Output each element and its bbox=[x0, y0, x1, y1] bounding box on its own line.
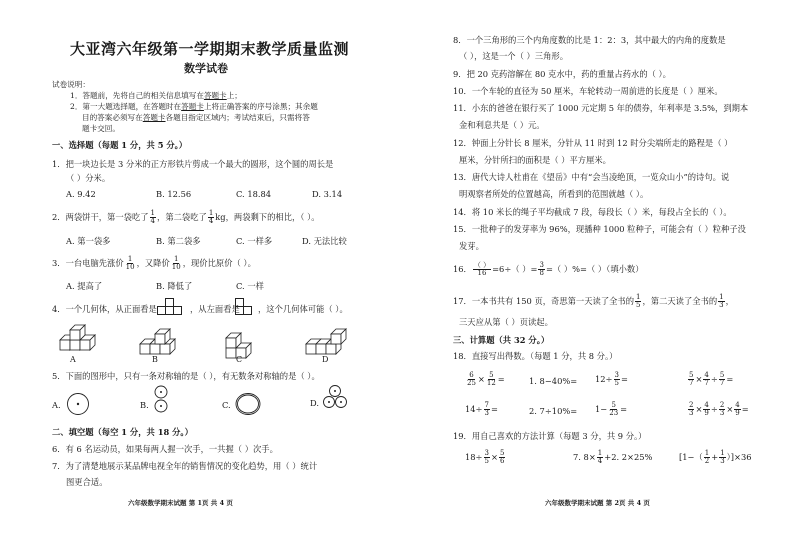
question-10: 10．一个车轮的直径为 50 厘米，车轮转动一周前进的长度是（ ）厘米。 bbox=[453, 86, 723, 96]
question-3: 3．一台电脑先涨价 $\frac{1}{10}$ ，又降价 $\frac{1}{10}$ ，现价比原价（ ）。 bbox=[52, 255, 256, 271]
calc-item-7: 1− $\frac{5}{23}$ = bbox=[595, 401, 628, 417]
question-17: 17．一本书共有 150 页，奇思第一天读了全书的 $\frac{1}{5}$ ，第二天读了全书的 $\frac{1}{3}$ ， bbox=[453, 293, 734, 309]
instruction-1: 1．答题前，先将自己的相关信息填写在答题卡上； bbox=[70, 91, 242, 100]
question-18: 18．直接写出得数。（每题 1 分，共 8 分。） bbox=[453, 351, 618, 361]
question-6: 6．有 6 名运动员，如果每两人握一次手，一共握（ ）次手。 bbox=[52, 444, 278, 454]
question-11: 11．小东的爸爸在银行买了 1000 元定期 5 年的债券，年利率是 3.5%，到期本 bbox=[453, 103, 749, 113]
question-11-tail: 金和利息共是（ ）元。 bbox=[459, 120, 545, 130]
q4-label-a: A bbox=[70, 355, 76, 364]
question-2: 2．两袋饼干，第一袋吃了 $\frac{1}{4}$ ，第二袋吃了 $\frac{1}{4}$ kg，两袋剩下的相比，（ ）。 bbox=[52, 209, 320, 225]
calc-item-2: 1. 8−40%= bbox=[529, 376, 578, 386]
calc-item-4: $\frac{5}{7}$ × $\frac{4}{7}$ ÷ $\frac{5}{7}$ = bbox=[689, 371, 734, 387]
question-4-b: ，从左面看是 bbox=[190, 304, 240, 314]
left-view-icon bbox=[235, 294, 253, 318]
question-14: 14．将 10 米长的绳子平均截成 7 段，每段长（ ）米，每段占全长的（ ）。 bbox=[453, 207, 732, 217]
stacked-circles-icon bbox=[154, 384, 168, 416]
q1-option-a: A. 9.42 bbox=[66, 189, 96, 199]
q1-option-d: D. 3.14 bbox=[312, 189, 343, 199]
page-footer: 六年级数学期末试题 第 1页 共 4 页 bbox=[128, 499, 233, 507]
question-8: 8．一个三角形的三个内角度数的比是 1：2：3，其中最大的内角的度数是 bbox=[453, 35, 726, 45]
calc-item-1: $\frac{6}{25}$ × $\frac{5}{12}$ = bbox=[467, 371, 505, 387]
calc-item-3: 12÷ $\frac{3}{5}$ = bbox=[595, 371, 628, 387]
calc-item-6: 2. 7÷10%= bbox=[529, 406, 578, 416]
q5-option-b: B. bbox=[140, 400, 149, 410]
q2-option-d: D. 无法比较 bbox=[302, 236, 347, 246]
q3-option-c: C. 一样 bbox=[236, 281, 264, 291]
question-1-tail: （ ）分米。 bbox=[66, 173, 111, 183]
ring-icon bbox=[234, 392, 262, 416]
q5-option-a: A. bbox=[52, 400, 61, 410]
q2-option-b: B. 第二袋多 bbox=[156, 236, 201, 246]
question-7-tail: 图更合适。 bbox=[66, 477, 108, 487]
circle-dot-icon bbox=[66, 392, 90, 416]
right-page bbox=[397, 0, 794, 558]
q3-option-a: A. 提高了 bbox=[66, 281, 103, 291]
question-9: 9．把 20 克药溶解在 80 克水中，药的重量占药水的（ ）。 bbox=[453, 69, 671, 79]
three-circles-icon bbox=[322, 384, 348, 412]
question-7: 7．为了清楚地展示某品牌电视全年的销售情况的变化趋势，用（ ）统计 bbox=[52, 461, 318, 471]
exam-title: 大亚湾六年级第一学期期末教学质量监测 bbox=[70, 40, 350, 58]
calc-item-8: $\frac{2}{3}$ × $\frac{4}{9}$ ÷ $\frac{2}{3}$ × $\frac{4}{9}$ = bbox=[689, 401, 749, 417]
instruction-2-cont: 目的答案必须写在答题卡各题目指定区域内；考试结束后，只需将答 bbox=[82, 113, 310, 122]
section-2-title: 二、填空题（每空 1 分，共 18 分。） bbox=[52, 427, 193, 437]
q2-option-c: C. 一样多 bbox=[236, 236, 273, 246]
question-5: 5．下面的图形中，只有一条对称轴的是（ ），有无数条对称轴的是（ ）。 bbox=[52, 371, 320, 381]
question-15-tail: 发芽。 bbox=[459, 241, 484, 251]
q2-option-a: A. 第一袋多 bbox=[66, 236, 111, 246]
exam-subtitle: 数学试卷 bbox=[184, 62, 228, 75]
question-4-a: 4．一个几何体，从正面看是 bbox=[52, 304, 157, 314]
q4-label-b: B bbox=[152, 355, 158, 364]
instruction-2-end: 题卡交回。 bbox=[82, 124, 120, 133]
q4-solid-figures bbox=[56, 322, 356, 362]
section-3-title: 三、计算题（共 32 分。） bbox=[453, 335, 550, 345]
question-4-c: ，这个几何体可能（ ）。 bbox=[258, 304, 348, 314]
section-1-title: 一、选择题（每题 1 分，共 5 分。） bbox=[52, 140, 188, 150]
question-12-tail: 厘米，分针所扫的面积是（ ）平方厘米。 bbox=[459, 155, 611, 165]
question-13: 13．唐代大诗人杜甫在《望岳》中有“会当凌绝顶，一览众山小”的诗句。说 bbox=[453, 172, 730, 182]
instruction-2: 2．第一大题选择题，在答题时在答题卡上将正确答案的序号涂黑；其余题 bbox=[70, 102, 318, 111]
q19-item-3: [1−（ $\frac{1}{2}$ + $\frac{1}{3}$ ）]×36 bbox=[679, 449, 752, 465]
q19-item-1: 18÷ $\frac{3}{5}$ × $\frac{5}{6}$ bbox=[465, 449, 505, 465]
question-15: 15．一批种子的发芽率为 96%，现播种 1000 粒种子，可能会有（ ）粒种子没 bbox=[453, 224, 746, 234]
question-12: 12．钟面上分针长 8 厘米，分针从 11 时到 12 时分尖端所走的路程是（ ） bbox=[453, 138, 733, 148]
question-1: 1．把一块边长是 3 分米的正方形铁片剪成一个最大的圆形，这个圆的周长是 bbox=[52, 159, 334, 169]
q4-label-c: C bbox=[236, 355, 243, 364]
q3-option-b: B. 降低了 bbox=[156, 281, 193, 291]
page-footer-right: 六年级数学期末试题 第 2页 共 4 页 bbox=[545, 499, 650, 507]
question-13-tail: 明观察者所处的位置越高，所看到的范围就越（ ）。 bbox=[459, 189, 649, 199]
question-17-tail: 三天应从第（ ）页读起。 bbox=[459, 317, 553, 327]
calc-item-5: 14÷ $\frac{7}{3}$ = bbox=[465, 401, 498, 417]
q5-option-c: C. bbox=[222, 400, 231, 410]
instructions-header: 试卷说明： bbox=[52, 80, 90, 89]
q5-option-d: D. bbox=[310, 398, 319, 408]
question-16: 16． $\frac{( )}{16}$ =6÷（ ）= $\frac{3}{8}$ =（ ）%=（ ）（填小数） bbox=[453, 261, 644, 277]
q1-option-b: B. 12.56 bbox=[156, 189, 192, 199]
question-19: 19．用自己喜欢的方法计算（每题 3 分，共 9 分。） bbox=[453, 431, 647, 441]
front-view-icon bbox=[157, 294, 183, 318]
q19-item-2: 7. 8× $\frac{1}{4}$ +2. 2×25% bbox=[573, 449, 653, 465]
q4-label-d: D bbox=[322, 355, 329, 364]
q1-option-c: C. 18.84 bbox=[236, 189, 272, 199]
question-8-tail: （ ），这是一个（ ）三角形。 bbox=[459, 51, 568, 61]
